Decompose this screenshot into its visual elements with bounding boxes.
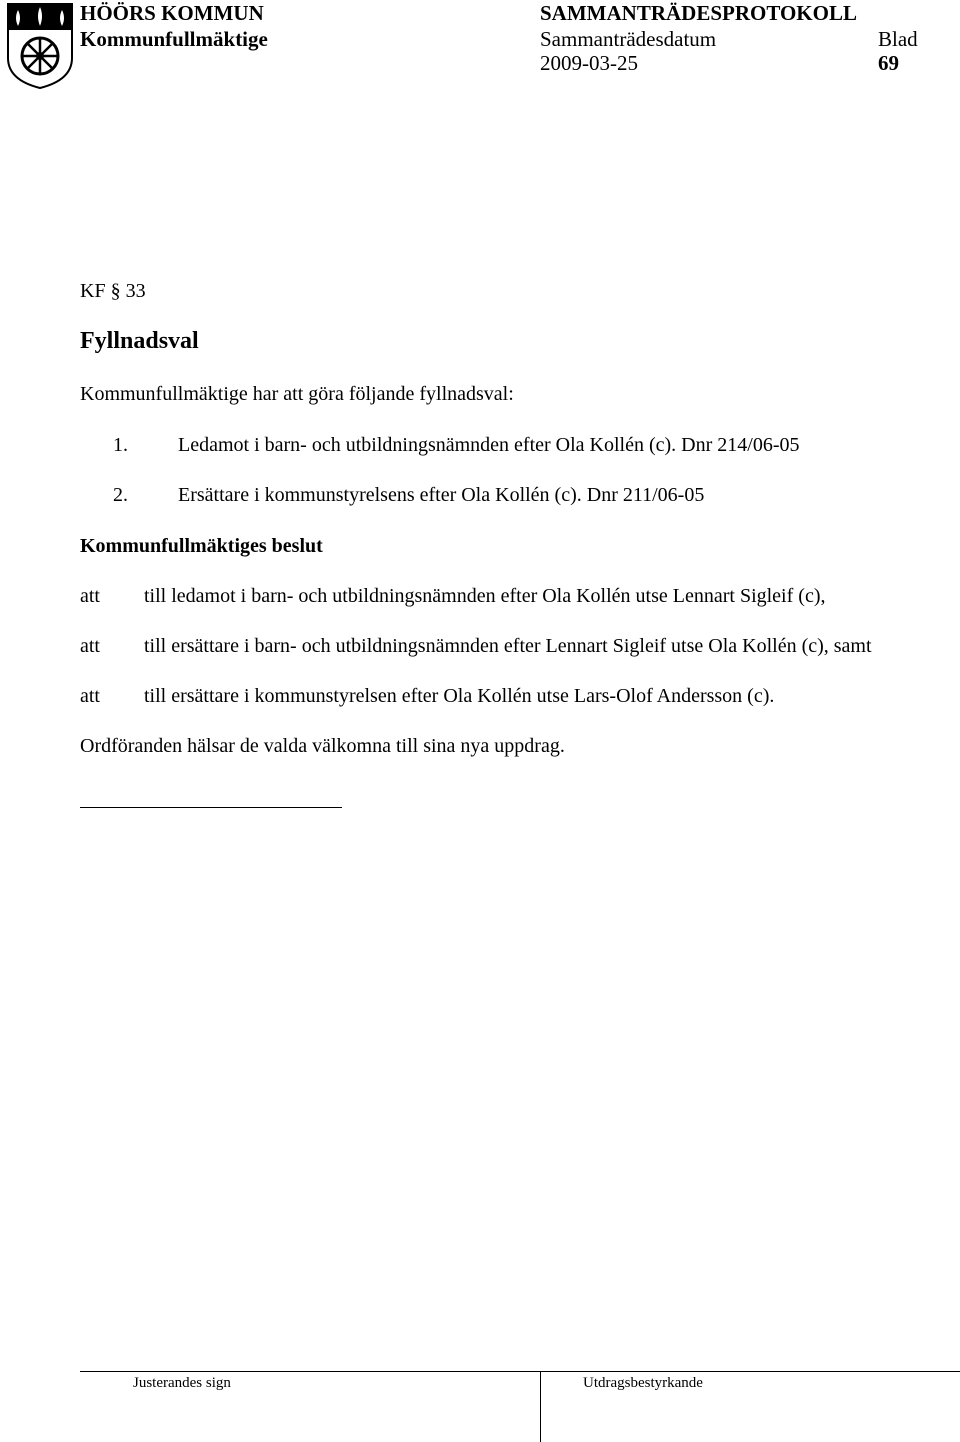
separator-line (80, 807, 342, 808)
intro-text: Kommunfullmäktige har att göra följande fyllnadsval: (80, 383, 514, 405)
footer-right-label: Utdragsbestyrkande (583, 1375, 703, 1391)
date-label: Sammanträdesdatum (540, 27, 717, 51)
decision-text: till ersättare i kommunstyrelsen efter Ola Kollén utse Lars-Olof Andersson (c). (144, 685, 775, 707)
page-number: 69 (878, 51, 899, 75)
footer-divider (540, 1371, 541, 1442)
meeting-date: 2009-03-25 (540, 51, 638, 75)
decision-marker: att (80, 685, 100, 707)
footer-rule (80, 1371, 960, 1372)
page-title: Fyllnadsval (80, 328, 199, 354)
body-name: Kommunfullmäktige (80, 27, 268, 51)
closing-text: Ordföranden hälsar de valda välkomna till sina nya uppdrag. (80, 735, 565, 757)
decision-text: till ersättare i barn- och utbildningsnämnden efter Lennart Sigleif utse Ola Kollén (c), samt (144, 635, 872, 657)
list-item-text: Ersättare i kommunstyrelsens efter Ola Kollén (c). Dnr 211/06-05 (178, 484, 705, 506)
footer-left-label: Justerandes sign (133, 1375, 231, 1391)
paragraph-id: KF § 33 (80, 280, 146, 302)
list-item-text: Ledamot i barn- och utbildningsnämnden efter Ola Kollén (c). Dnr 214/06-05 (178, 434, 800, 456)
page-label: Blad (878, 27, 918, 51)
decision-marker: att (80, 585, 100, 607)
decision-text: till ledamot i barn- och utbildningsnämnden efter Ola Kollén utse Lennart Sigleif (c), (144, 585, 826, 607)
municipal-coat-of-arms-icon (6, 2, 74, 90)
decision-heading: Kommunfullmäktiges beslut (80, 535, 323, 557)
document-type: SAMMANTRÄDESPROTOKOLL (540, 1, 857, 25)
list-item-number: 2. (113, 484, 128, 506)
list-item-number: 1. (113, 434, 128, 456)
decision-marker: att (80, 635, 100, 657)
org-name: HÖÖRS KOMMUN (80, 1, 264, 25)
